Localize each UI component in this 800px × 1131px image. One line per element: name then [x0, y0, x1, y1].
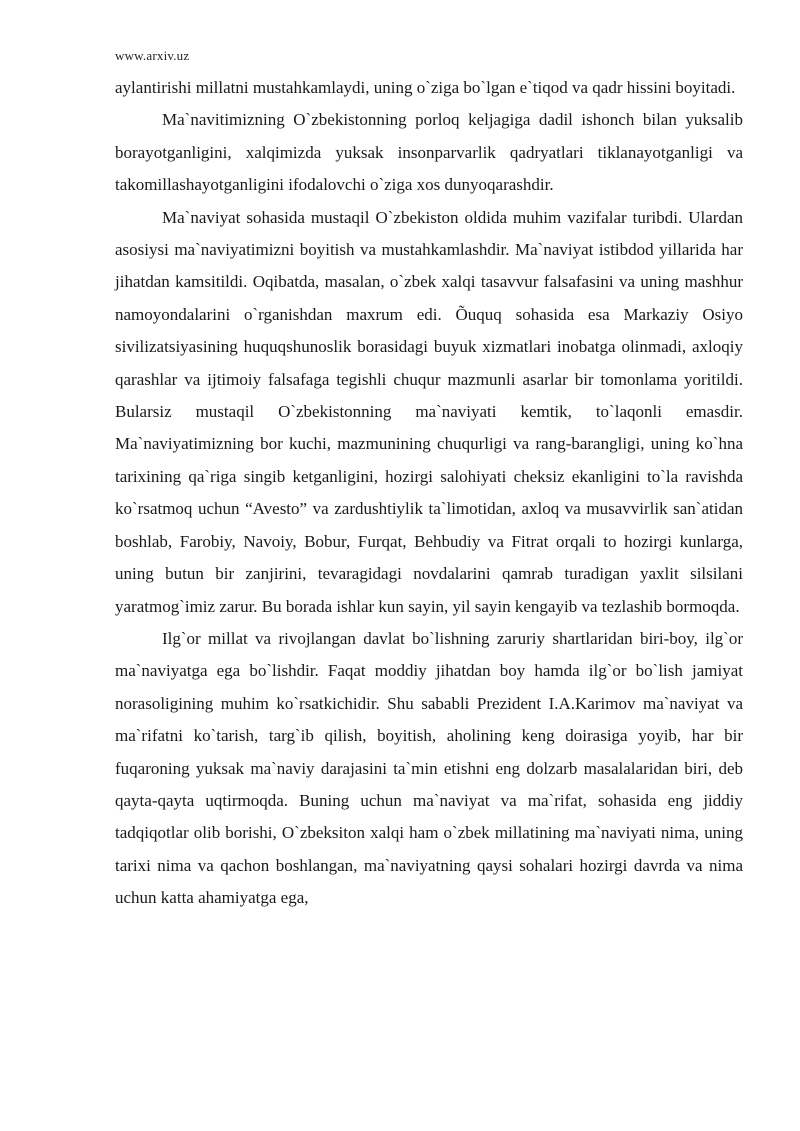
header-url: www.arxiv.uz — [115, 48, 190, 63]
document-body — [115, 72, 743, 915]
paragraph: Ma`naviyat sohasida mustaqil O`zbekiston oldida muhim vazifalar turibdi. Ulardan asosiysi ma`naviyatimizni boyitish va mustahkamlashdir. Ma`naviyat istibdod yillarida har jihatdan kamsitildi. Oqibatda, masalan, o`zbek xalqi tasavvur falsafasini va uning mashhur namoyondalarini o`rganishdan maxrum edi. Õuquq sohasida esa Markaziy Osiyo sivilizatsiyasining huquqshunoslik borasidagi buyuk xizmatlari inobatga olinmadi, axloqiy qarashlar va ijtimoiy falsafaga tegishli chuqur mazmunli asarlar bir tomonlama yoritildi. Bularsiz mustaqil O`zbekistonning ma`naviyati kemtik, to`laqonli emasdir. Ma`naviyatimizning bor kuchi, mazmunining chuqurligi va rang-barangligi, uning ko`hna tarixining qa`riga singib ketganligini, hozirgi salohiyati cheksiz ekanligini to`la ravishda ko`rsatmoq uchun “Avesto” va zardushtiylik ta`limotidan, axloq va musavvirlik san`atidan boshlab, Farobiy, Navoiy, Bobur, Furqat, Behbudiy va Fitrat orqali to hozirgi kunlarga, uning butun bir zanjirini, tevaragidagi novdalarini qamrab turadigan yaxlit silsilani yaratmog`imiz zarur. Bu borada ishlar kun sayin, yil sayin kengayib va tezlashib bormoqda. — [115, 207, 743, 616]
paragraph-continuation: aylantirishi millatni mustahkamlaydi, uning o`ziga bo`lgan e`tiqod va qadr hissini boyitadi. — [115, 78, 736, 97]
paragraph: Ma`navitimizning O`zbekistonning porloq keljagiga dadil ishonch bilan yuksalib borayotganligini, xalqimizda yuksak insonparvarlik qadryatlari tiklanayotganligi va takomillashayotganligini ifodalovchi o`ziga xos dunyoqarashdir. — [115, 110, 743, 195]
paragraph: Ilg`or millat va rivojlangan davlat bo`lishning zaruriy shartlaridan biri-boy, ilg`or ma`naviyatga ega bo`lishdir. Faqat moddiy jihatdan boy hamda ilg`or bo`lish jamiyat norasoligining muhim ko`rsatkichidir. Shu sababli Prezident I.A.Karimov ma`naviyat va ma`rifatni ko`tarish, targ`ib qilish, boyitish, aholining keng doirasiga yoyib, har bir fuqaroning yuksak ma`naviy darajasini ta`min etishni eng dolzarb masalalaridan biri, deb qayta-qayta uqtirmoqda. Buning uchun ma`naviyat va ma`rifat, sohasida eng jiddiy tadqiqotlar olib borishi, O`zbeksiton xalqi ham o`zbek millatining ma`naviyati nima, uning tarixi nima va qachon boshlangan, ma`naviyatning qaysi sohalari hozirgi davrda va nima uchun katta ahamiyatga ega, — [115, 628, 743, 908]
